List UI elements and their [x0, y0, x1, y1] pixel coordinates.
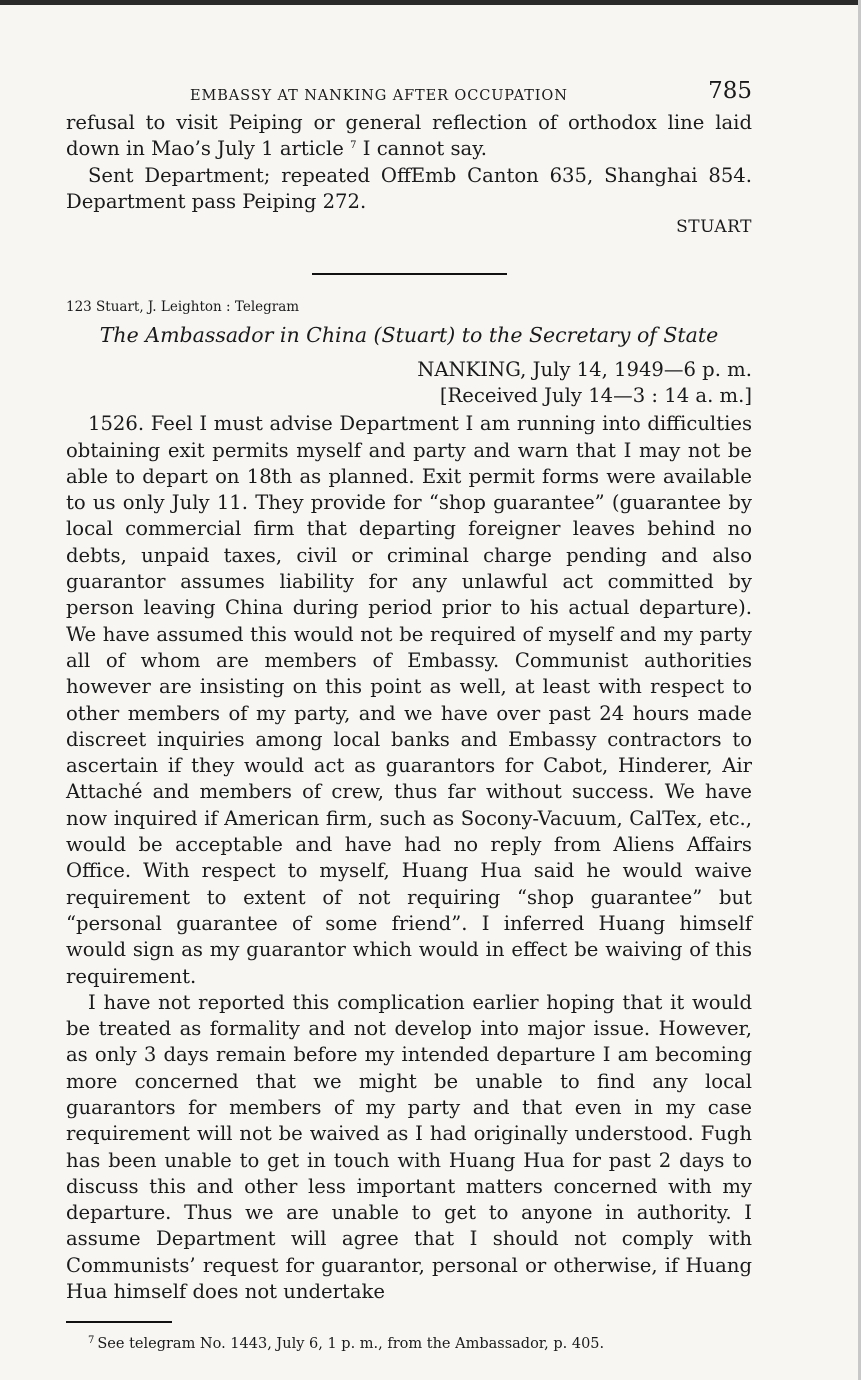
- continued-paragraph: [66, 110, 752, 163]
- dateline: NANKING, July 14, 1949—6 p. m.: [417, 357, 752, 381]
- footnote-text: See telegram No. 1443, July 6, 1 p. m., from the Ambassador, p. 405.: [97, 1335, 605, 1352]
- footnote-reference: 7: [350, 140, 357, 152]
- footnote: [66, 1335, 752, 1352]
- distribution-paragraph: Sent Department; repeated OffEmb Canton 635, Shanghai 854. Department pass Peiping 272.: [66, 163, 752, 213]
- continued-text: refusal to visit Peiping or general reflection of orthodox line laid down in Mao’s July 1 article: [66, 111, 752, 161]
- footnote-mark: 7: [88, 1334, 95, 1346]
- running-head-title: EMBASSY AT NANKING AFTER OCCUPATION: [190, 88, 568, 104]
- body-paragraph: 1526. Feel I must advise Department I am running into difficulties obtaining exit permits myself and party and warn that I may not be able to depart on 18th as planned. Exit permit forms were available to us only July 11. They provide for “shop guarantee” (guarantee by local commercial firm that departing foreigner leaves behind no debts, unpaid taxes, civil or criminal charge pending and also guarantor assumes liability for any unlawful act committed by person leaving China during period prior to his actual departure). We have assumed this would not be required of myself and my party all of whom are members of Embassy. Communist authorities however are insisting on this point as well, at least with respect to other members of my party, and we have over past 24 hours made discreet inquiries among local banks and Embassy contractors to ascertain if they would act as guarantors for Cabot, Hinderer, Air Attaché and members of crew, thus far without success. We have now inquired if American firm, such as Socony-Vacuum, CalTex, etc., would be acceptable and have had no reply from Aliens Affairs Office. With respect to myself, Huang Hua said he would waive requirement to extent of not requiring “shop guarantee” but “personal guarantee of some friend”. I inferred Huang himself would sign as my guarantor which would in effect be waiving of this requirement.: [66, 412, 752, 988]
- section-divider: [312, 273, 507, 275]
- received-line: [Received July 14—3 : 14 a. m.]: [439, 383, 752, 407]
- signature: STUART: [676, 217, 752, 238]
- book-page: [66, 78, 752, 1352]
- page-number: 785: [708, 78, 752, 104]
- body-paragraph: I have not reported this complication earlier hoping that it would be treated as formality and not develop into major issue. However, as only 3 days remain before my intended departure I am becoming more concerned that we might be unable to find any local guarantors for members of my party and that even in my case requirement will not be waived as I had originally understood. Fugh has been unable to get in touch with Huang Hua for past 2 days to discuss this and other less important matters concerned with my departure. Thus we are unable to get to anyone in authority. I assume Department will agree that I should not comply with Communists’ request for guarantor, personal or otherwise, if Huang Hua himself does not undertake: [66, 990, 752, 1304]
- top-edge-rule: [0, 0, 861, 5]
- footnote-divider: [66, 1321, 172, 1323]
- document-title: The Ambassador in China (Stuart) to the Secretary of State: [99, 322, 719, 347]
- running-head: [66, 78, 752, 110]
- continued-text-end: I cannot say.: [356, 137, 487, 161]
- document-file-header: 123 Stuart, J. Leighton : Telegram: [66, 298, 300, 315]
